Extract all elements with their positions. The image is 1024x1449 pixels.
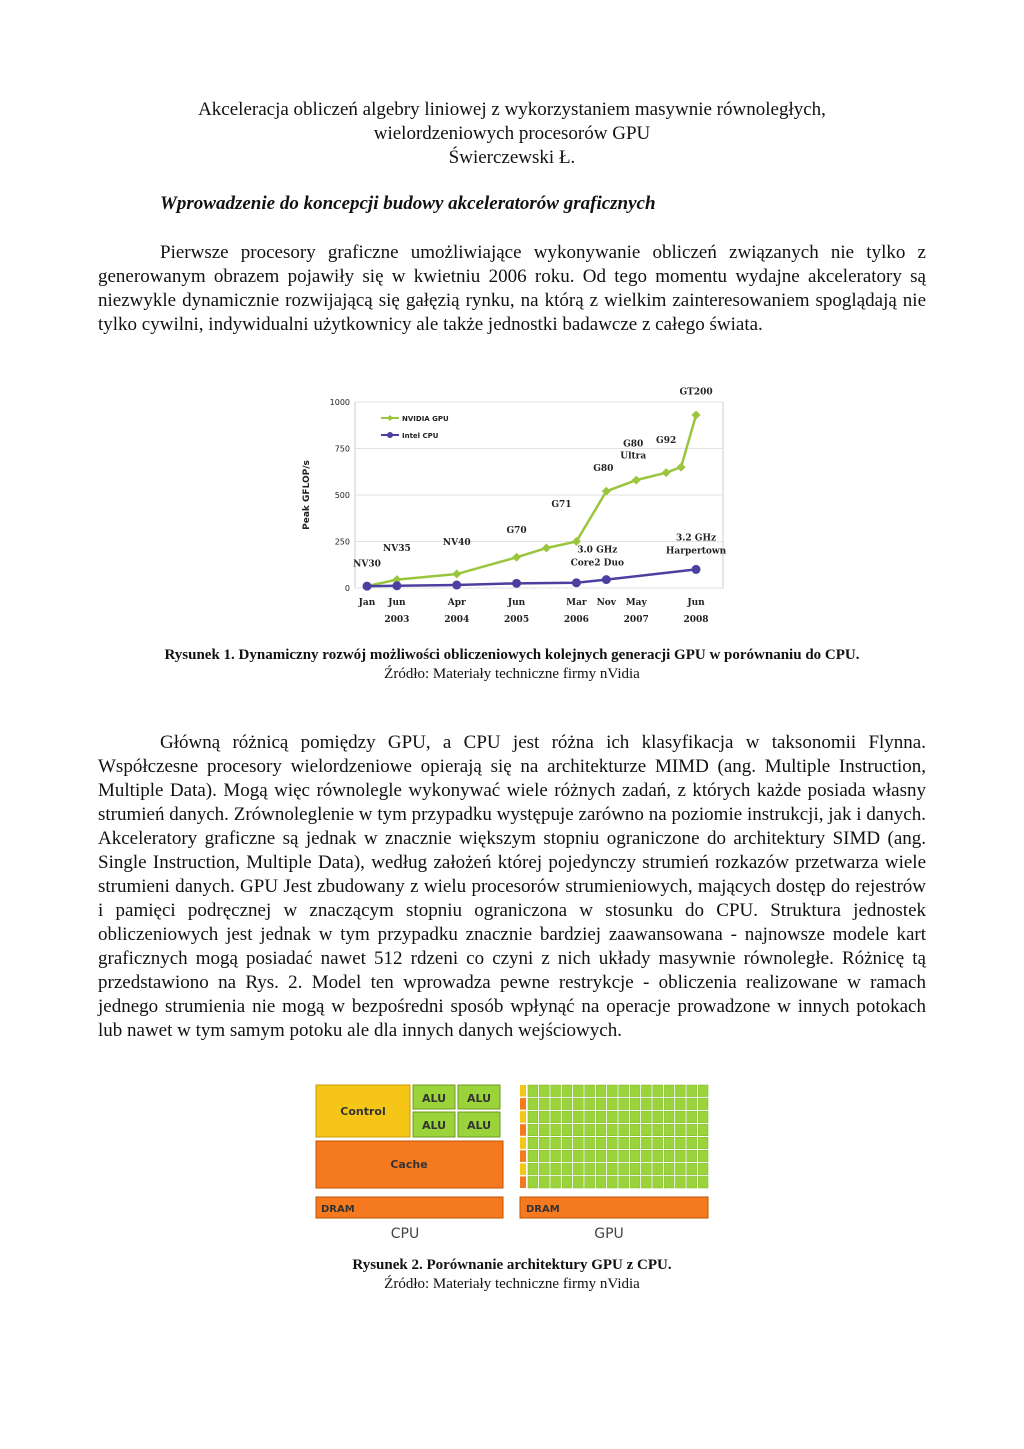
gpu-alu-cell (653, 1124, 663, 1136)
gpu-alu-cell (687, 1111, 697, 1123)
gpu-alu-cell (698, 1098, 708, 1110)
gpu-alu-cell (551, 1137, 561, 1149)
gpu-alu-cell (607, 1150, 617, 1162)
paragraph-2 (98, 731, 926, 1043)
gpu-alu-cell (596, 1085, 606, 1097)
gpu-alu-cell (596, 1111, 606, 1123)
gpu-alu-cell (653, 1137, 663, 1149)
gpu-alu-cell (528, 1124, 538, 1136)
chart-annotation: G80 (623, 439, 644, 450)
gpu-alu-cell (653, 1176, 663, 1188)
x-year-label: 2005 (504, 615, 530, 625)
gpu-alu-cell (585, 1163, 595, 1175)
gpu-alu-cell (664, 1111, 674, 1123)
gpu-alu-cell (596, 1098, 606, 1110)
gpu-alu-cell (641, 1137, 651, 1149)
gpu-alu-cell (596, 1124, 606, 1136)
cpu-label: CPU (390, 1226, 420, 1242)
x-tick-label: Jun (687, 598, 705, 608)
legend-label: Intel CPU (402, 432, 439, 440)
y-tick-label: 0 (344, 584, 350, 593)
gpu-alu-cell (585, 1137, 595, 1149)
cpu-alu-label: ALU (421, 1119, 447, 1132)
gpu-alu-cell (562, 1098, 572, 1110)
gpu-alu-cell (539, 1124, 549, 1136)
gpu-alu-cell (573, 1137, 583, 1149)
cpu-alu-label: ALU (466, 1092, 492, 1105)
gpu-label: GPU (594, 1226, 624, 1242)
gpu-alu-cell (607, 1098, 617, 1110)
gpu-alu-cell (596, 1163, 606, 1175)
gpu-alu-cell (607, 1176, 617, 1188)
gpu-alu-cell (675, 1111, 685, 1123)
data-point (572, 578, 581, 587)
gpu-alu-cell (698, 1111, 708, 1123)
legend-label: NVIDIA GPU (402, 415, 449, 423)
gpu-alu-cell (528, 1111, 538, 1123)
gpu-control-cell (520, 1111, 526, 1123)
gpu-alu-cell (675, 1176, 685, 1188)
cpu-dram-label: DRAM (321, 1204, 355, 1215)
cpu-cache-label: Cache (390, 1158, 428, 1171)
gpu-alu-cell (619, 1085, 629, 1097)
gpu-alu-cell (585, 1176, 595, 1188)
gpu-alu-cell (653, 1150, 663, 1162)
chart-annotation: Harpertown (665, 546, 727, 557)
gpu-alu-cell (573, 1176, 583, 1188)
gpu-control-cell (520, 1124, 526, 1136)
y-tick-label: 750 (334, 444, 350, 454)
gpu-alu-cell (630, 1163, 640, 1175)
gpu-alu-cell (664, 1085, 674, 1097)
gpu-alu-cell (675, 1085, 685, 1097)
gpu-alu-cell (562, 1085, 572, 1097)
legend-marker (387, 432, 393, 438)
gpu-alu-cell (619, 1150, 629, 1162)
gpu-alu-cell (551, 1124, 561, 1136)
gpu-alu-cell (585, 1124, 595, 1136)
gpu-alu-cell (551, 1111, 561, 1123)
gpu-alu-cell (607, 1085, 617, 1097)
data-point (452, 581, 461, 590)
gpu-alu-cell (630, 1137, 640, 1149)
gpu-alu-cell (619, 1111, 629, 1123)
gpu-alu-cell (596, 1150, 606, 1162)
gpu-alu-cell (698, 1163, 708, 1175)
gpu-alu-cell (664, 1124, 674, 1136)
gpu-alu-cell (528, 1085, 538, 1097)
title-line-1: Akceleracja obliczeń algebry liniowej z wykorzystaniem masywnie równoległych, (198, 99, 826, 120)
gpu-alu-cell (619, 1124, 629, 1136)
cpu-gpu-architecture-diagram (313, 1082, 713, 1245)
chart-annotation: GT200 (679, 387, 713, 398)
gpu-alu-cell (619, 1098, 629, 1110)
author-line: Świerczewski Ł. (448, 147, 576, 168)
gpu-alu-cell (630, 1111, 640, 1123)
y-tick-label: 1000 (329, 398, 350, 407)
gpu-alu-cell (698, 1085, 708, 1097)
gpu-alu-cell (653, 1111, 663, 1123)
gpu-alu-cell (687, 1163, 697, 1175)
gpu-alu-cell (607, 1124, 617, 1136)
gpu-alu-cell (528, 1176, 538, 1188)
chart-annotation: 3.2 GHz (675, 533, 717, 544)
data-point (602, 575, 611, 584)
chart-annotation: G70 (506, 526, 527, 537)
cpu-control-label: Control (340, 1105, 386, 1118)
gpu-alu-cell (630, 1085, 640, 1097)
gpu-control-cell (520, 1150, 526, 1162)
gpu-alu-cell (664, 1098, 674, 1110)
data-point (512, 579, 521, 588)
chart-annotation: Core2 Duo (570, 558, 625, 569)
gpu-alu-cell (596, 1137, 606, 1149)
data-point (392, 581, 401, 590)
gpu-alu-cell (687, 1124, 697, 1136)
gpu-alu-cell (573, 1124, 583, 1136)
gpu-alu-cell (562, 1111, 572, 1123)
gpu-alu-cell (641, 1111, 651, 1123)
chart-annotation: NV40 (442, 538, 471, 549)
gpu-alu-cell (664, 1163, 674, 1175)
gpu-alu-cell (539, 1111, 549, 1123)
gpu-alu-cell (698, 1137, 708, 1149)
y-axis-label: Peak GFLOP/s (302, 460, 312, 530)
x-tick-label: Jun (507, 598, 526, 608)
x-year-label: 2008 (683, 615, 709, 625)
gpu-alu-cell (641, 1163, 651, 1175)
figure-2-source: Źródło: Materiały techniczne firmy nVidia (384, 1276, 640, 1292)
figure-1-caption-text: Rysunek 1. Dynamiczny rozwój możliwości obliczeniowych kolejnych generacji GPU w porównaniu do CPU. (164, 647, 860, 663)
gpu-alu-cell (630, 1098, 640, 1110)
gflops-chart (295, 382, 730, 630)
x-year-label: 2007 (623, 615, 649, 625)
x-tick-label: May (625, 598, 647, 608)
gpu-control-cell (520, 1176, 526, 1188)
paragraph-2-text: Główną różnicą pomiędzy GPU, a CPU jest różna ich klasyfikacja w taksonomii Flynna. Współczesne procesory wielordzeniowe opierają się na architekturze MIMD (ang. Multiple Instruction, Multiple Data). Mogą więc równolegle wykonywać wiele różnych zadań, z których każde posiada własny strumień danych. Zrównoleglenie w tym przypadku występuje zarówno na poziomie instrukcji, jak i danych. Akceleratory graficzne są jednak w znacznie większym stopniu ograniczone do architektury SIMD (ang. Single Instruction, Multiple Data), według założeń której pojedynczy strumień rozkazów przetwarza wiele strumieni danych. GPU Jest zbudowany z wielu procesorów strumieniowych, mających dostęp do rejestrów i pamięci podręcznej w znaczącym stopniu ograniczona w stosunku do CPU. Struktura jednostek obliczeniowych jest jednak w tym przypadku znacznie bardziej zaawansowana - najnowsze modele kart graficznych mogą posiadać nawet 512 rdzeni co czyni z nich układy masywnie równoległe. Różnicę tą przedstawiono na Rys. 2. Model ten wprowadza pewne restrykcje - obliczenia realizowane w ramach jednego strumienia nie mogą w bezpośredni sposób wpłynąć na operacje prowadzone w innych potokach lub nawet w tym samym potoku ale dla innych danych wejściowych. (98, 732, 926, 1041)
chart-annotation: G80 (593, 463, 614, 474)
gpu-alu-cell (539, 1163, 549, 1175)
gpu-alu-cell (562, 1124, 572, 1136)
gpu-alu-cell (528, 1098, 538, 1110)
gpu-alu-cell (698, 1150, 708, 1162)
gpu-control-cell (520, 1137, 526, 1149)
gpu-alu-cell (653, 1163, 663, 1175)
gpu-alu-cell (607, 1137, 617, 1149)
gpu-alu-cell (539, 1098, 549, 1110)
chart-annotation: G92 (656, 435, 677, 446)
gpu-alu-cell (585, 1150, 595, 1162)
gpu-alu-cell (562, 1176, 572, 1188)
chart-annotation: NV30 (353, 559, 381, 570)
gpu-alu-cell (675, 1098, 685, 1110)
gpu-alu-cell (675, 1124, 685, 1136)
x-tick-label: Jan (358, 598, 376, 608)
x-tick-label: Apr (447, 598, 466, 608)
gpu-alu-cell (619, 1137, 629, 1149)
gpu-alu-cell (573, 1150, 583, 1162)
gpu-alu-cell (551, 1163, 561, 1175)
gpu-control-cell (520, 1098, 526, 1110)
figure-1-caption (98, 646, 926, 684)
gpu-alu-cell (630, 1176, 640, 1188)
gpu-alu-cell (528, 1150, 538, 1162)
title-line-2: wielordzeniowych procesorów GPU (373, 123, 651, 144)
chart-annotation: NV35 (383, 543, 411, 554)
cpu-alu-label: ALU (466, 1119, 492, 1132)
gpu-alu-cell (562, 1150, 572, 1162)
data-point (363, 582, 372, 591)
x-year-label: 2006 (563, 615, 589, 625)
gpu-core-grid (520, 1085, 708, 1188)
gpu-alu-cell (562, 1137, 572, 1149)
y-tick-label: 500 (334, 491, 350, 500)
chart-annotation: G71 (551, 500, 572, 511)
gpu-alu-cell (687, 1085, 697, 1097)
gpu-alu-cell (528, 1137, 538, 1149)
gpu-alu-cell (573, 1085, 583, 1097)
y-tick-label: 250 (334, 537, 350, 547)
gpu-alu-cell (641, 1098, 651, 1110)
gpu-alu-cell (551, 1098, 561, 1110)
gpu-alu-cell (687, 1150, 697, 1162)
gpu-alu-cell (664, 1176, 674, 1188)
gpu-alu-cell (641, 1176, 651, 1188)
gpu-alu-cell (539, 1137, 549, 1149)
gpu-control-cell (520, 1163, 526, 1175)
gpu-alu-cell (641, 1150, 651, 1162)
gpu-alu-cell (687, 1098, 697, 1110)
gpu-alu-cell (619, 1176, 629, 1188)
paragraph-1 (98, 241, 926, 337)
x-tick-label: Jun (388, 598, 406, 608)
gpu-alu-cell (539, 1150, 549, 1162)
gpu-alu-cell (551, 1085, 561, 1097)
gpu-alu-cell (664, 1150, 674, 1162)
gpu-control-cell (520, 1085, 526, 1097)
gpu-alu-cell (551, 1150, 561, 1162)
cpu-alu-label: ALU (421, 1092, 447, 1105)
x-tick-label: Nov (596, 598, 617, 608)
gpu-alu-cell (539, 1176, 549, 1188)
gpu-alu-cell (619, 1163, 629, 1175)
gpu-alu-cell (698, 1176, 708, 1188)
gpu-alu-cell (573, 1163, 583, 1175)
x-tick-label: Mar (566, 598, 587, 608)
gpu-dram-label: DRAM (526, 1204, 560, 1215)
gpu-alu-cell (630, 1124, 640, 1136)
gpu-alu-cell (596, 1176, 606, 1188)
document-title (98, 98, 926, 170)
gpu-alu-cell (528, 1163, 538, 1175)
gpu-alu-cell (653, 1098, 663, 1110)
gpu-alu-cell (641, 1124, 651, 1136)
data-point (692, 565, 701, 574)
gpu-alu-cell (573, 1111, 583, 1123)
gpu-alu-cell (687, 1176, 697, 1188)
gpu-alu-cell (675, 1163, 685, 1175)
gpu-alu-cell (664, 1137, 674, 1149)
gpu-alu-cell (573, 1098, 583, 1110)
gpu-alu-cell (687, 1137, 697, 1149)
gpu-alu-cell (607, 1163, 617, 1175)
x-year-label: 2003 (384, 615, 410, 625)
gpu-alu-cell (630, 1150, 640, 1162)
gpu-alu-cell (585, 1111, 595, 1123)
x-year-label: 2004 (444, 615, 470, 625)
figure-2-caption (98, 1256, 926, 1294)
gpu-alu-cell (539, 1085, 549, 1097)
chart-annotation: 3.0 GHz (577, 545, 618, 556)
gpu-alu-cell (653, 1085, 663, 1097)
section-heading: Wprowadzenie do koncepcji budowy akceleratorów graficznych (160, 193, 656, 214)
gpu-alu-cell (675, 1137, 685, 1149)
gpu-alu-cell (607, 1111, 617, 1123)
figure-1-source: Źródło: Materiały techniczne firmy nVidia (384, 666, 640, 682)
gpu-alu-cell (675, 1150, 685, 1162)
figure-2-caption-text: Rysunek 2. Porównanie architektury GPU z CPU. (352, 1257, 672, 1273)
gpu-alu-cell (551, 1176, 561, 1188)
chart-annotation: Ultra (620, 451, 647, 462)
paragraph-1-text: Pierwsze procesory graficzne umożliwiające wykonywanie obliczeń związanych nie tylko z generowanym obrazem pojawiły się w kwietniu 2006 roku. Od tego momentu wydajne akceleratory są niezwykle dynamicznie rozwijającą się gałęzią rynku, na którą z wielkim zainteresowaniem spoglądają nie tylko cywilni, indywidualni użytkownicy ale także jednostki badawcze z całego świata. (98, 242, 926, 335)
gpu-alu-cell (585, 1085, 595, 1097)
gpu-alu-cell (641, 1085, 651, 1097)
gpu-alu-cell (698, 1124, 708, 1136)
gpu-alu-cell (585, 1098, 595, 1110)
gpu-alu-cell (562, 1163, 572, 1175)
